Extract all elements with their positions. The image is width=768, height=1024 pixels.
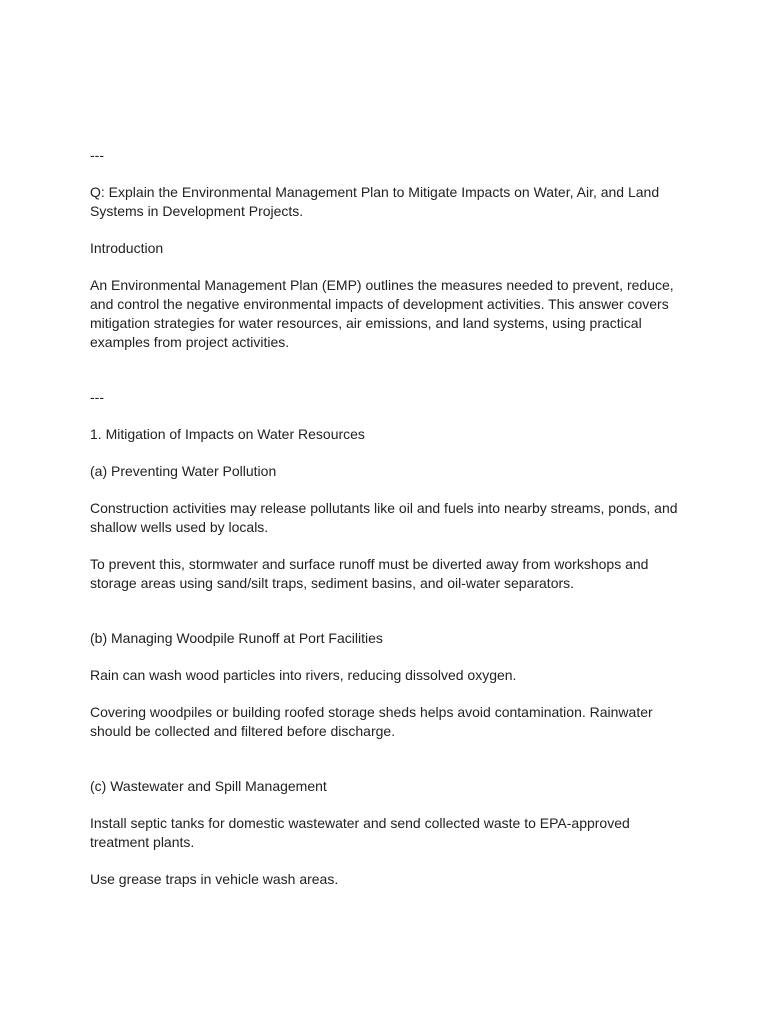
separator: --- bbox=[90, 147, 104, 163]
subsection-a-paragraph-2: To prevent this, stormwater and surface runoff must be diverted away from workshops and storage areas using sand/silt traps, sediment basins, and oil-water separators. bbox=[90, 556, 649, 591]
subsection-b-paragraph-1: Rain can wash wood particles into rivers, reducing dissolved oxygen. bbox=[90, 667, 517, 683]
separator: --- bbox=[90, 389, 104, 405]
subsection-c-paragraph-1: Install septic tanks for domestic wastewater and send collected waste to EPA-approved treatment plants. bbox=[90, 815, 630, 850]
subsection-b-paragraph-2: Covering woodpiles or building roofed storage sheds helps avoid contamination. Rainwater should be collected and filtered before discharge. bbox=[90, 704, 653, 739]
intro-heading: Introduction bbox=[90, 240, 164, 256]
document-page bbox=[90, 146, 680, 907]
question-text: Q: Explain the Environmental Management Plan to Mitigate Impacts on Water, Air, and Land Systems in Development Projects. bbox=[90, 184, 660, 219]
subsection-heading-c: (c) Wastewater and Spill Management bbox=[90, 778, 327, 794]
subsection-heading-a: (a) Preventing Water Pollution bbox=[90, 463, 277, 479]
subsection-a-paragraph-1: Construction activities may release pollutants like oil and fuels into nearby streams, ponds, and shallow wells used by locals. bbox=[90, 500, 678, 535]
section-heading-water: 1. Mitigation of Impacts on Water Resources bbox=[90, 426, 365, 442]
intro-paragraph: An Environmental Management Plan (EMP) outlines the measures needed to prevent, reduce, and control the negative environmental impacts of development activities. This answer covers mitigation strategies for water resources, air emissions, and land systems, using practical examples from project activities. bbox=[90, 277, 674, 350]
subsection-c-paragraph-2: Use grease traps in vehicle wash areas. bbox=[90, 871, 339, 887]
subsection-heading-b: (b) Managing Woodpile Runoff at Port Facilities bbox=[90, 630, 383, 646]
